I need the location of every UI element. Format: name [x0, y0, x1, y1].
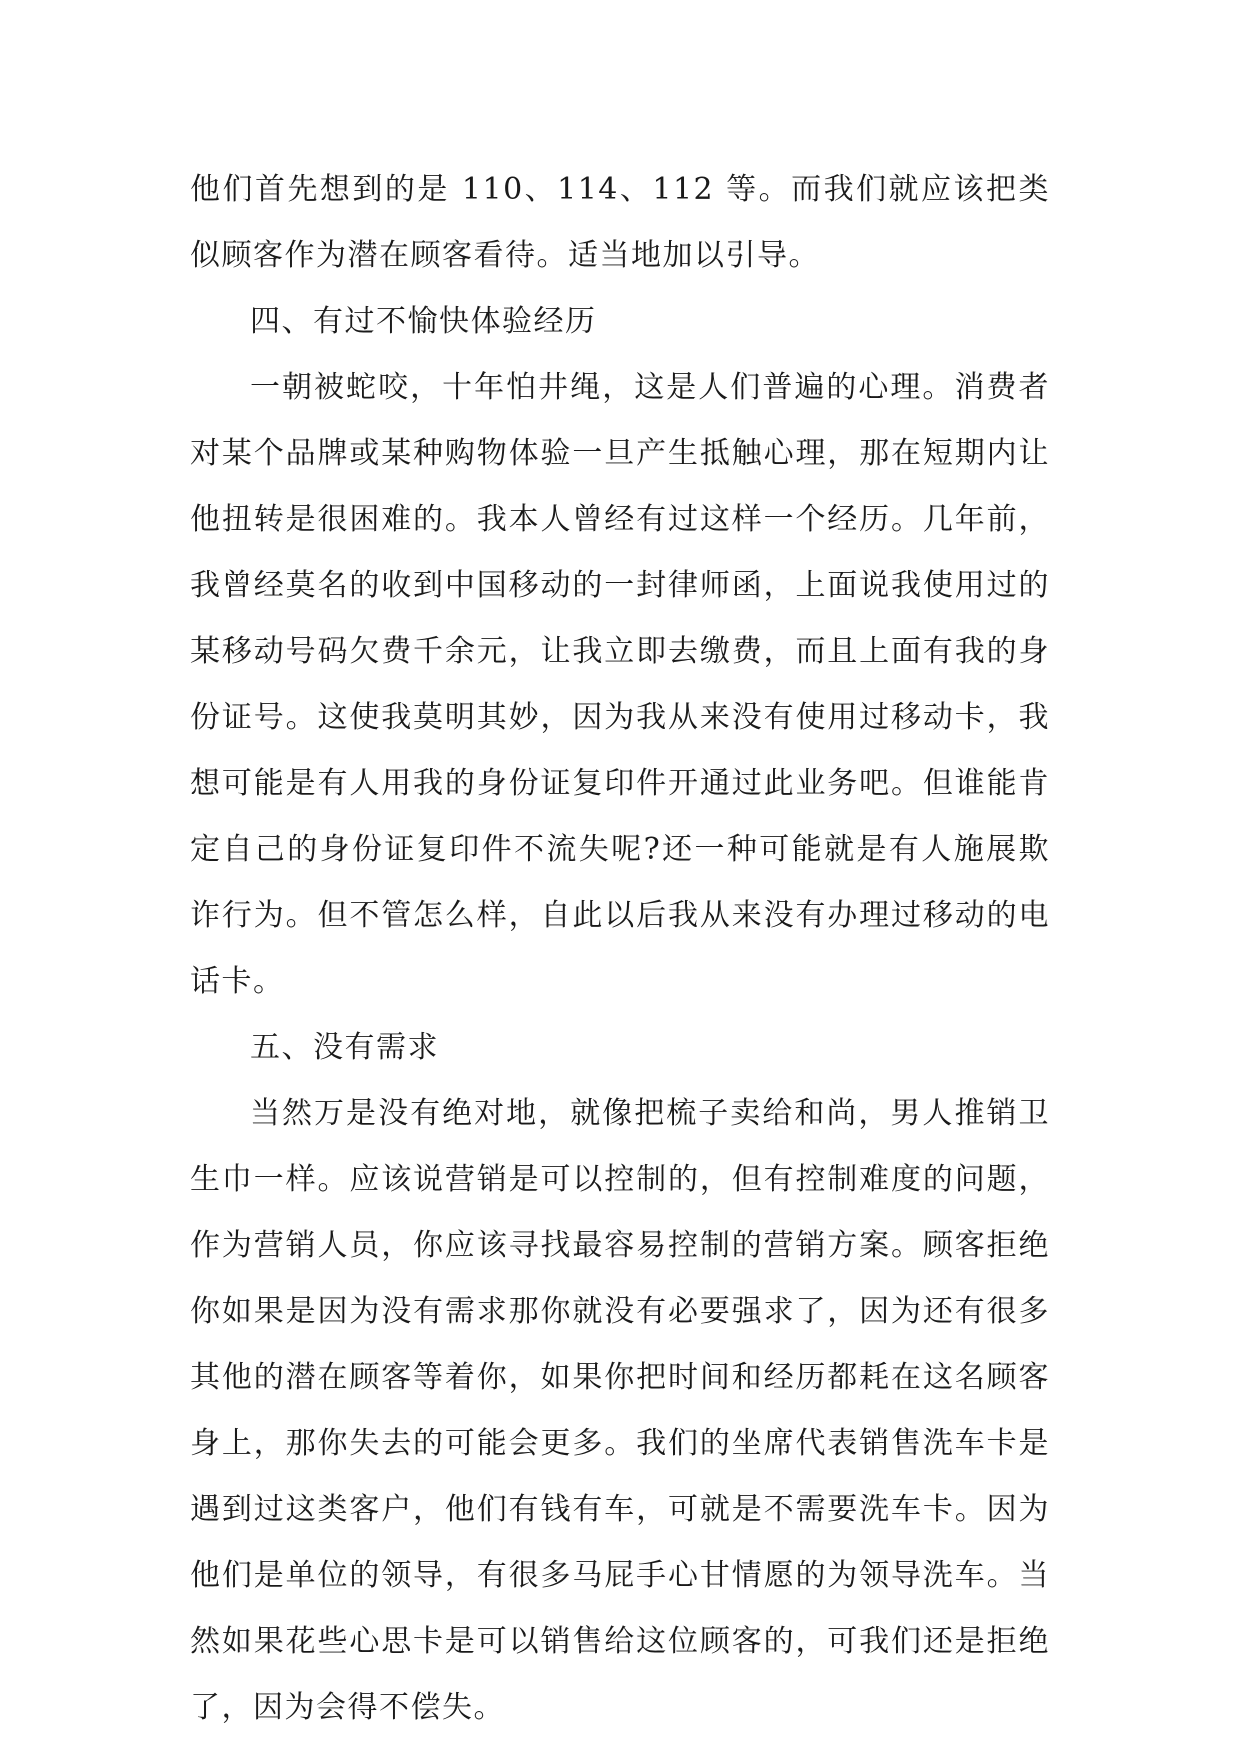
paragraph-continuation: 他们首先想到的是 110、114、112 等。而我们就应该把类似顾客作为潜在顾客看待。适当地加以引导。 — [190, 172, 1050, 273]
document-body — [190, 157, 1050, 1741]
paragraph-bad-experience: 一朝被蛇咬，十年怕井绳，这是人们普遍的心理。消费者对某个品牌或某种购物体验一旦产生抵触心理，那在短期内让他扭转是很困难的。我本人曾经有过这样一个经历。几年前，我曾经莫名的收到中国移动的一封律师函，上面说我使用过的某移动号码欠费千余元，让我立即去缴费，而且上面有我的身份证号。这使我莫明其妙，因为我从来没有使用过移动卡，我想可能是有人用我的身份证复印件开通过此业务吧。但谁能肯定自己的身份证复印件不流失呢?还一种可能就是有人施展欺诈行为。但不管怎么样，自此以后我从来没有办理过移动的电话卡。 — [190, 370, 1050, 999]
section-heading-five: 五、没有需求 — [250, 1030, 439, 1065]
paragraph-no-demand: 当然万是没有绝对地，就像把梳子卖给和尚，男人推销卫生巾一样。应该说营销是可以控制的，但有控制难度的问题，作为营销人员，你应该寻找最容易控制的营销方案。顾客拒绝你如果是因为没有需求那你就没有必要强求了，因为还有很多其他的潜在顾客等着你，如果你把时间和经历都耗在这名顾客身上，那你失去的可能会更多。我们的坐席代表销售洗车卡是遇到过这类客户，他们有钱有车，可就是不需要洗车卡。因为他们是单位的领导，有很多马屁手心甘情愿的为领导洗车。当然如果花些心思卡是可以销售给这位顾客的，可我们还是拒绝了，因为会得不偿失。 — [190, 1096, 1050, 1725]
section-heading-four: 四、有过不愉快体验经历 — [250, 304, 597, 339]
